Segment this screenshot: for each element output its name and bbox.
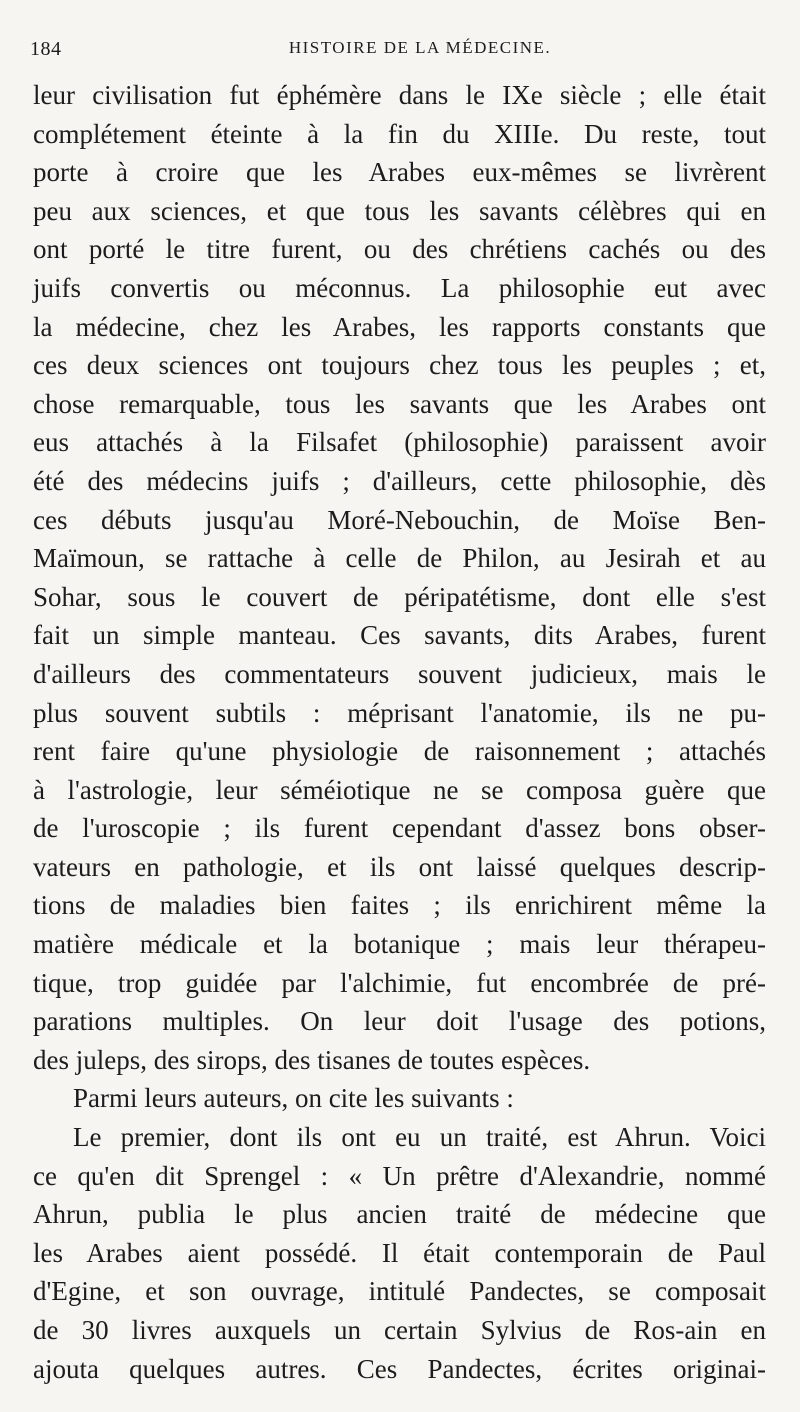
page-header — [30, 38, 770, 68]
text-line: tions de maladies bien faites ; ils enrichirent même la — [33, 890, 766, 921]
text-line: juifs convertis ou méconnus. La philosophie eut avec — [33, 272, 766, 303]
text-line: porte à croire que les Arabes eux-mêmes se livrèrent — [33, 157, 766, 188]
running-title: HISTOIRE DE LA MÉDECINE. — [288, 38, 552, 57]
text-line: de l'uroscopie ; ils furent cependant d'assez bons obser- — [33, 813, 766, 844]
text-line: complétement éteinte à la fin du XIIIe. Du reste, tout — [33, 118, 766, 149]
text-line: eus attachés à la Filsafet (philosophie) paraissent avoir — [33, 427, 766, 458]
text-line: les Arabes aient possédé. Il était contemporain de Paul — [33, 1237, 766, 1268]
text-line: été des médecins juifs ; d'ailleurs, cette philosophie, dès — [33, 465, 766, 496]
text-line: de 30 livres auxquels un certain Sylvius de Ros-ain en — [33, 1315, 766, 1345]
text-line: la médecine, chez les Arabes, les rapports constants que — [33, 311, 766, 342]
text-line: plus souvent subtils : méprisant l'anatomie, ils ne pu- — [33, 697, 766, 728]
text-line: parations multiples. On leur doit l'usage des potions, — [33, 1006, 766, 1037]
text-line-paragraph-end: des juleps, des sirops, des tisanes de toutes espèces. — [33, 1044, 591, 1075]
text-line: ces débuts jusqu'au Moré-Nebouchin, de Moïse Ben- — [33, 504, 766, 535]
text-line: à l'astrologie, leur séméiotique ne se composa guère que — [33, 774, 766, 805]
body-text — [33, 76, 766, 1388]
text-line: chose remarquable, tous les savants que les Arabes ont — [33, 388, 766, 419]
text-line: vateurs en pathologie, et ils ont laissé quelques descrip- — [33, 851, 766, 882]
text-line: matière médicale et la botanique ; mais leur thérapeu- — [33, 929, 766, 960]
text-line: tique, trop guidée par l'alchimie, fut encombrée de pré- — [33, 967, 766, 998]
text-line: ajouta quelques autres. Ces Pandectes, écrites originai- — [33, 1353, 766, 1384]
text-line: d'ailleurs des commentateurs souvent judicieux, mais le — [33, 658, 766, 689]
text-line: leur civilisation fut éphémère dans le IXe siècle ; elle était — [33, 80, 766, 110]
text-line: ces deux sciences ont toujours chez tous les peuples ; et, — [33, 350, 766, 381]
page-number: 184 — [30, 38, 62, 60]
text-line: ont porté le titre furent, ou des chrétiens cachés ou des — [33, 234, 766, 265]
text-line: peu aux sciences, et que tous les savants célèbres qui en — [33, 195, 766, 226]
text-line: Maïmoun, se rattache à celle de Philon, au Jesirah et au — [33, 543, 766, 574]
text-line-paragraph-start: Le premier, dont ils ont eu un traité, est Ahrun. Voici — [73, 1122, 766, 1153]
text-line: rent faire qu'une physiologie de raisonnement ; attachés — [33, 736, 766, 767]
text-line: d'Egine, et son ouvrage, intitulé Pandectes, se composait — [33, 1276, 766, 1307]
text-line: ce qu'en dit Sprengel : « Un prêtre d'Alexandrie, nommé — [33, 1160, 766, 1191]
text-line: Sohar, sous le couvert de péripatétisme, dont elle s'est — [33, 581, 766, 612]
text-line: fait un simple manteau. Ces savants, dits Arabes, furent — [33, 620, 766, 651]
text-line: Ahrun, publia le plus ancien traité de médecine que — [33, 1199, 766, 1230]
text-line-paragraph-start: Parmi leurs auteurs, on cite les suivants : — [73, 1083, 514, 1114]
